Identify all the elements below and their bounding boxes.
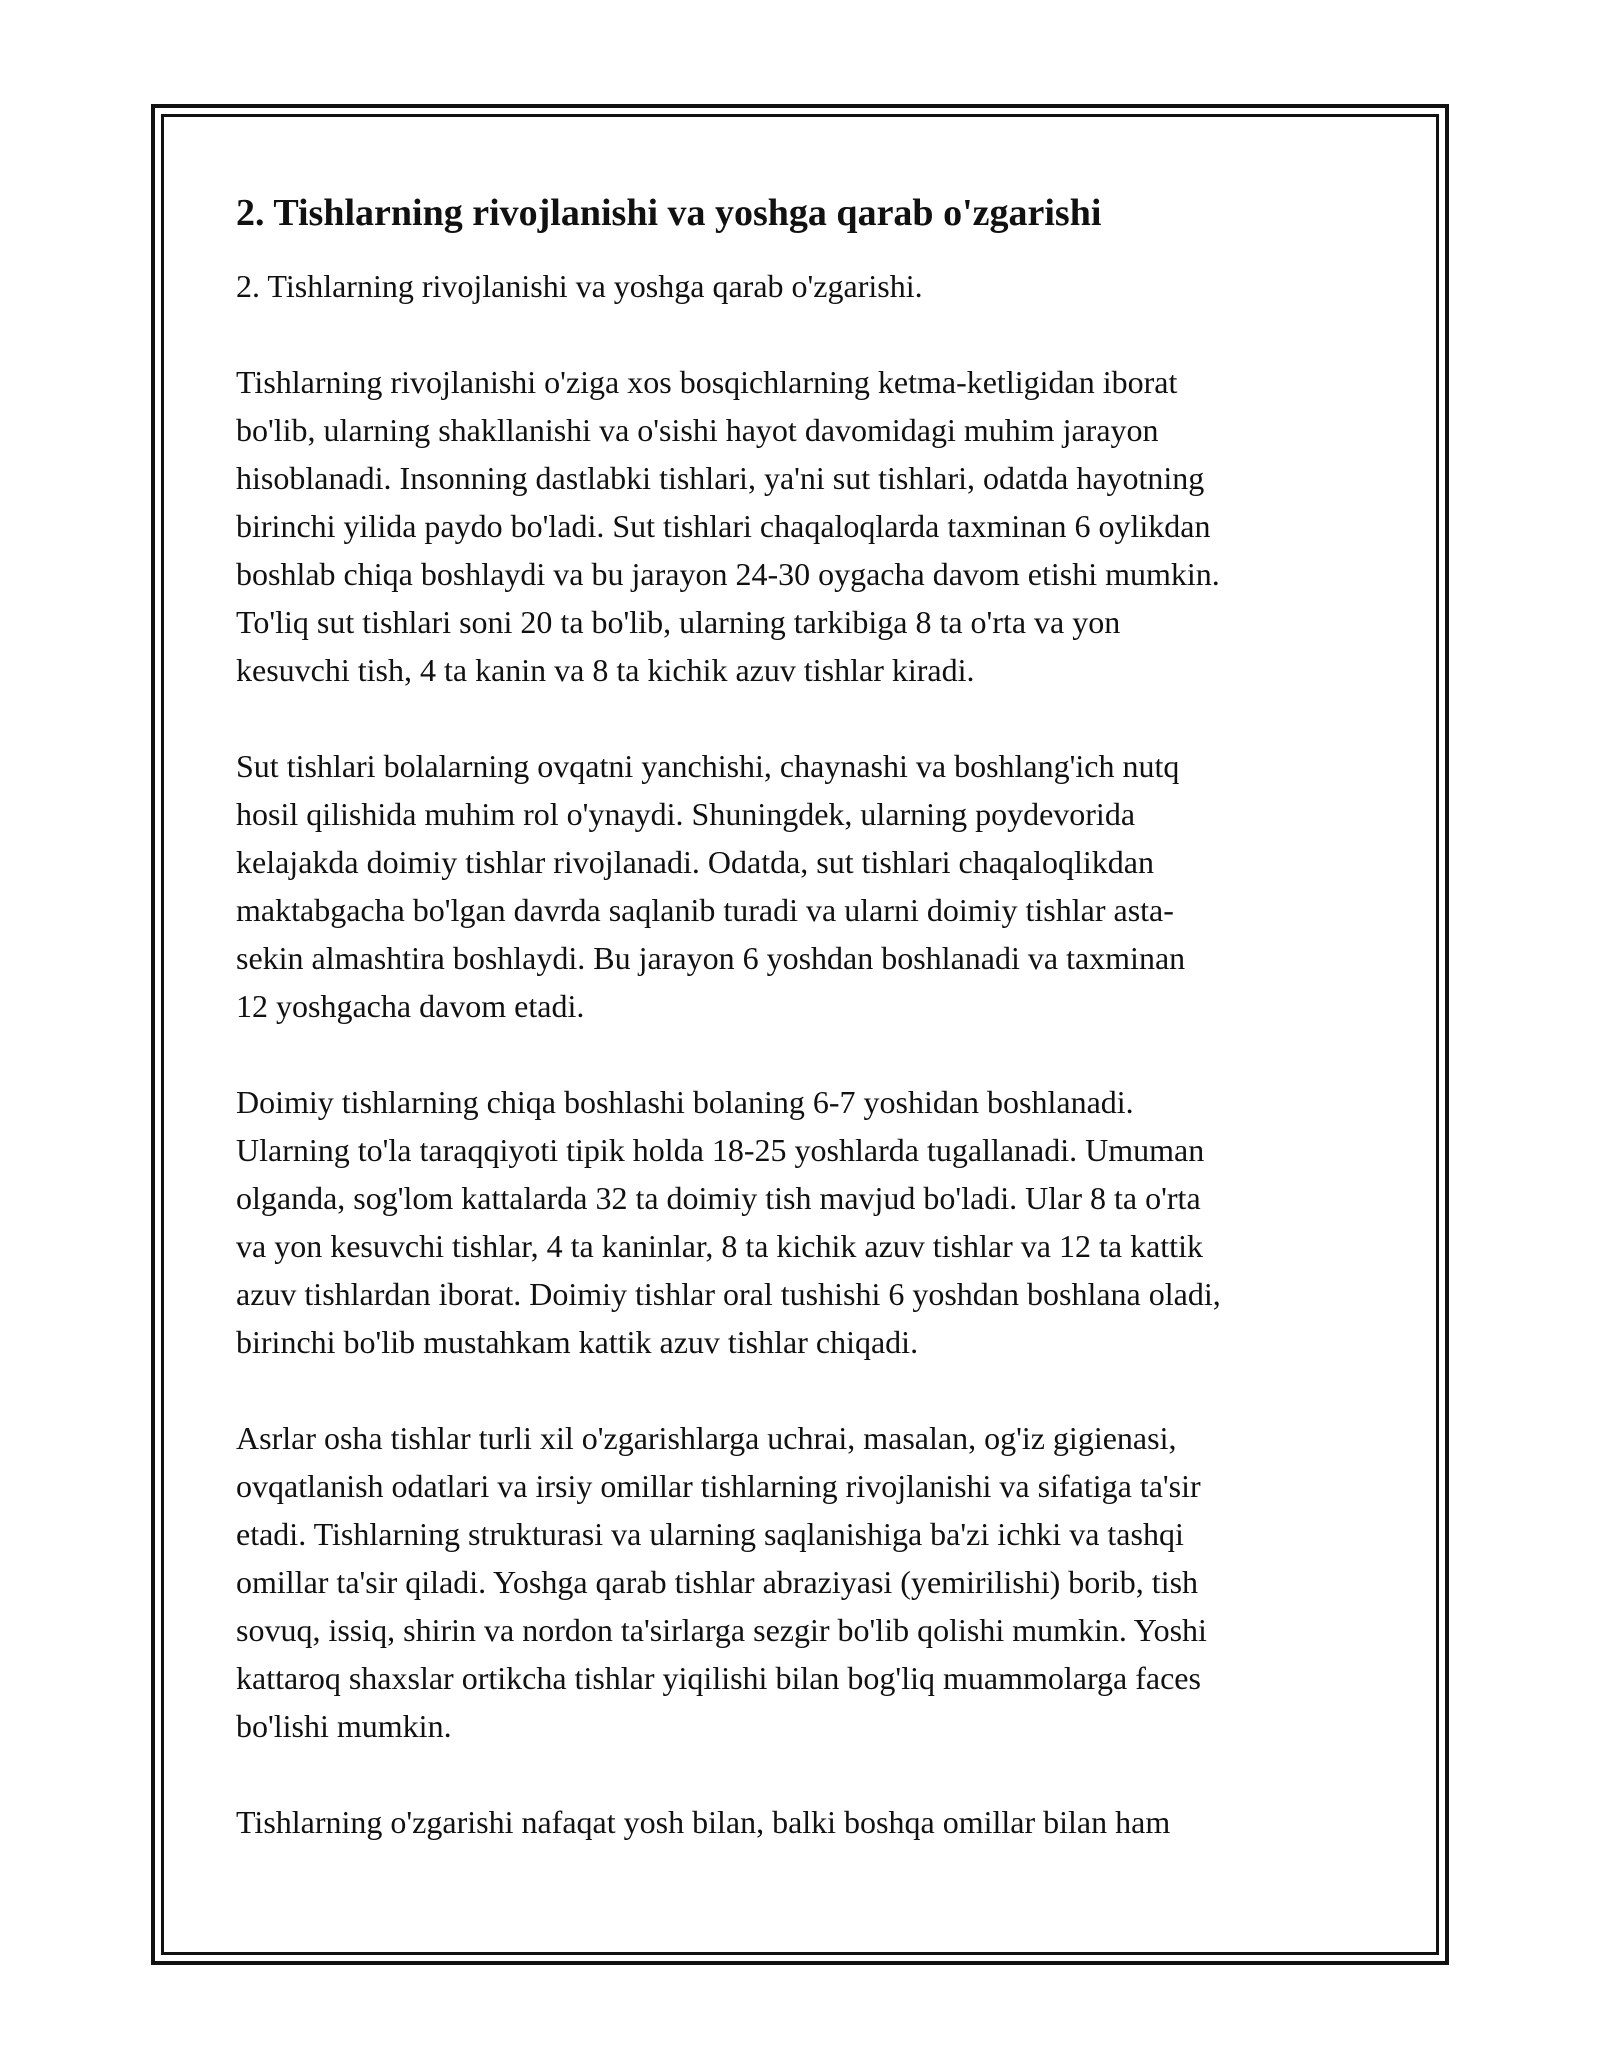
- text-line: birinchi yilida paydo bo'ladi. Sut tishlari chaqaloqlarda taxminan 6 oylikdan: [236, 508, 1211, 544]
- text-line: Doimiy tishlarning chiqa boshlashi bolaning 6-7 yoshidan boshlanadi.: [236, 1084, 1134, 1120]
- text-line: olganda, sog'lom kattalarda 32 ta doimiy tish mavjud bo'ladi. Ular 8 ta o'rta: [236, 1180, 1201, 1216]
- text-line: Asrlar osha tishlar turli xil o'zgarishlarga uchrai, masalan, og'iz gigienasi,: [236, 1420, 1177, 1456]
- text-line: kelajakda doimiy tishlar rivojlanadi. Odatda, sut tishlari chaqaloqlikdan: [236, 844, 1154, 880]
- paragraph-2: [236, 742, 1376, 1030]
- paragraph-4: [236, 1414, 1376, 1750]
- paragraph-1: [236, 358, 1376, 694]
- text-line: bo'lib, ularning shakllanishi va o'sishi hayot davomidagi muhim jarayon: [236, 412, 1159, 448]
- text-line: To'liq sut tishlari soni 20 ta bo'lib, ularning tarkibiga 8 ta o'rta va yon: [236, 604, 1121, 640]
- text-line: va yon kesuvchi tishlar, 4 ta kaninlar, 8 ta kichik azuv tishlar va 12 ta kattik: [236, 1228, 1203, 1264]
- text-line: hisoblanadi. Insonning dastlabki tishlari, ya'ni sut tishlari, odatda hayotning: [236, 460, 1205, 496]
- text-line: 12 yoshgacha davom etadi.: [236, 988, 585, 1024]
- paragraph-5: [236, 1798, 1376, 1846]
- text-line: omillar ta'sir qiladi. Yoshga qarab tishlar abraziyasi (yemirilishi) borib, tish: [236, 1564, 1199, 1600]
- section-heading: 2. Tishlarning rivojlanishi va yoshga qarab o'zgarishi.: [236, 268, 923, 304]
- text-line: ovqatlanish odatlari va irsiy omillar tishlarning rivojlanishi va sifatiga ta'sir: [236, 1468, 1201, 1504]
- text-line: hosil qilishida muhim rol o'ynaydi. Shuningdek, ularning poydevorida: [236, 796, 1136, 832]
- paragraph-3: [236, 1078, 1376, 1366]
- text-line: sovuq, issiq, shirin va nordon ta'sirlarga sezgir bo'lib qolishi mumkin. Yoshi: [236, 1612, 1207, 1648]
- text-line: azuv tishlardan iborat. Doimiy tishlar oral tushishi 6 yoshdan boshlana oladi,: [236, 1276, 1221, 1312]
- document-body: [236, 186, 1376, 1846]
- text-line: birinchi bo'lib mustahkam kattik azuv tishlar chiqadi.: [236, 1324, 919, 1360]
- text-line: Ularning to'la taraqqiyoti tipik holda 18-25 yoshlarda tugallanadi. Umuman: [236, 1132, 1205, 1168]
- text-line: sekin almashtira boshlaydi. Bu jarayon 6 yoshdan boshlanadi va taxminan: [236, 940, 1186, 976]
- text-line: Tishlarning o'zgarishi nafaqat yosh bilan, balki boshqa omillar bilan ham: [236, 1804, 1171, 1840]
- text-line: bo'lishi mumkin.: [236, 1708, 452, 1744]
- text-line: etadi. Tishlarning strukturasi va ularning saqlanishiga ba'zi ichki va tashqi: [236, 1516, 1184, 1552]
- text-line: boshlab chiqa boshlaydi va bu jarayon 24-30 oygacha davom etishi mumkin.: [236, 556, 1220, 592]
- text-line: Sut tishlari bolalarning ovqatni yanchishi, chaynashi va boshlang'ich nutq: [236, 748, 1180, 784]
- text-line: Tishlarning rivojlanishi o'ziga xos bosqichlarning ketma-ketligidan iborat: [236, 364, 1178, 400]
- page-title: 2. Tishlarning rivojlanishi va yoshga qarab o'zgarishi: [236, 192, 1102, 234]
- text-line: maktabgacha bo'lgan davrda saqlanib turadi va ularni doimiy tishlar asta-: [236, 892, 1174, 928]
- text-line: kesuvchi tish, 4 ta kanin va 8 ta kichik azuv tishlar kiradi.: [236, 652, 975, 688]
- text-line: kattaroq shaxslar ortikcha tishlar yiqilishi bilan bog'liq muammolarga faces: [236, 1660, 1201, 1696]
